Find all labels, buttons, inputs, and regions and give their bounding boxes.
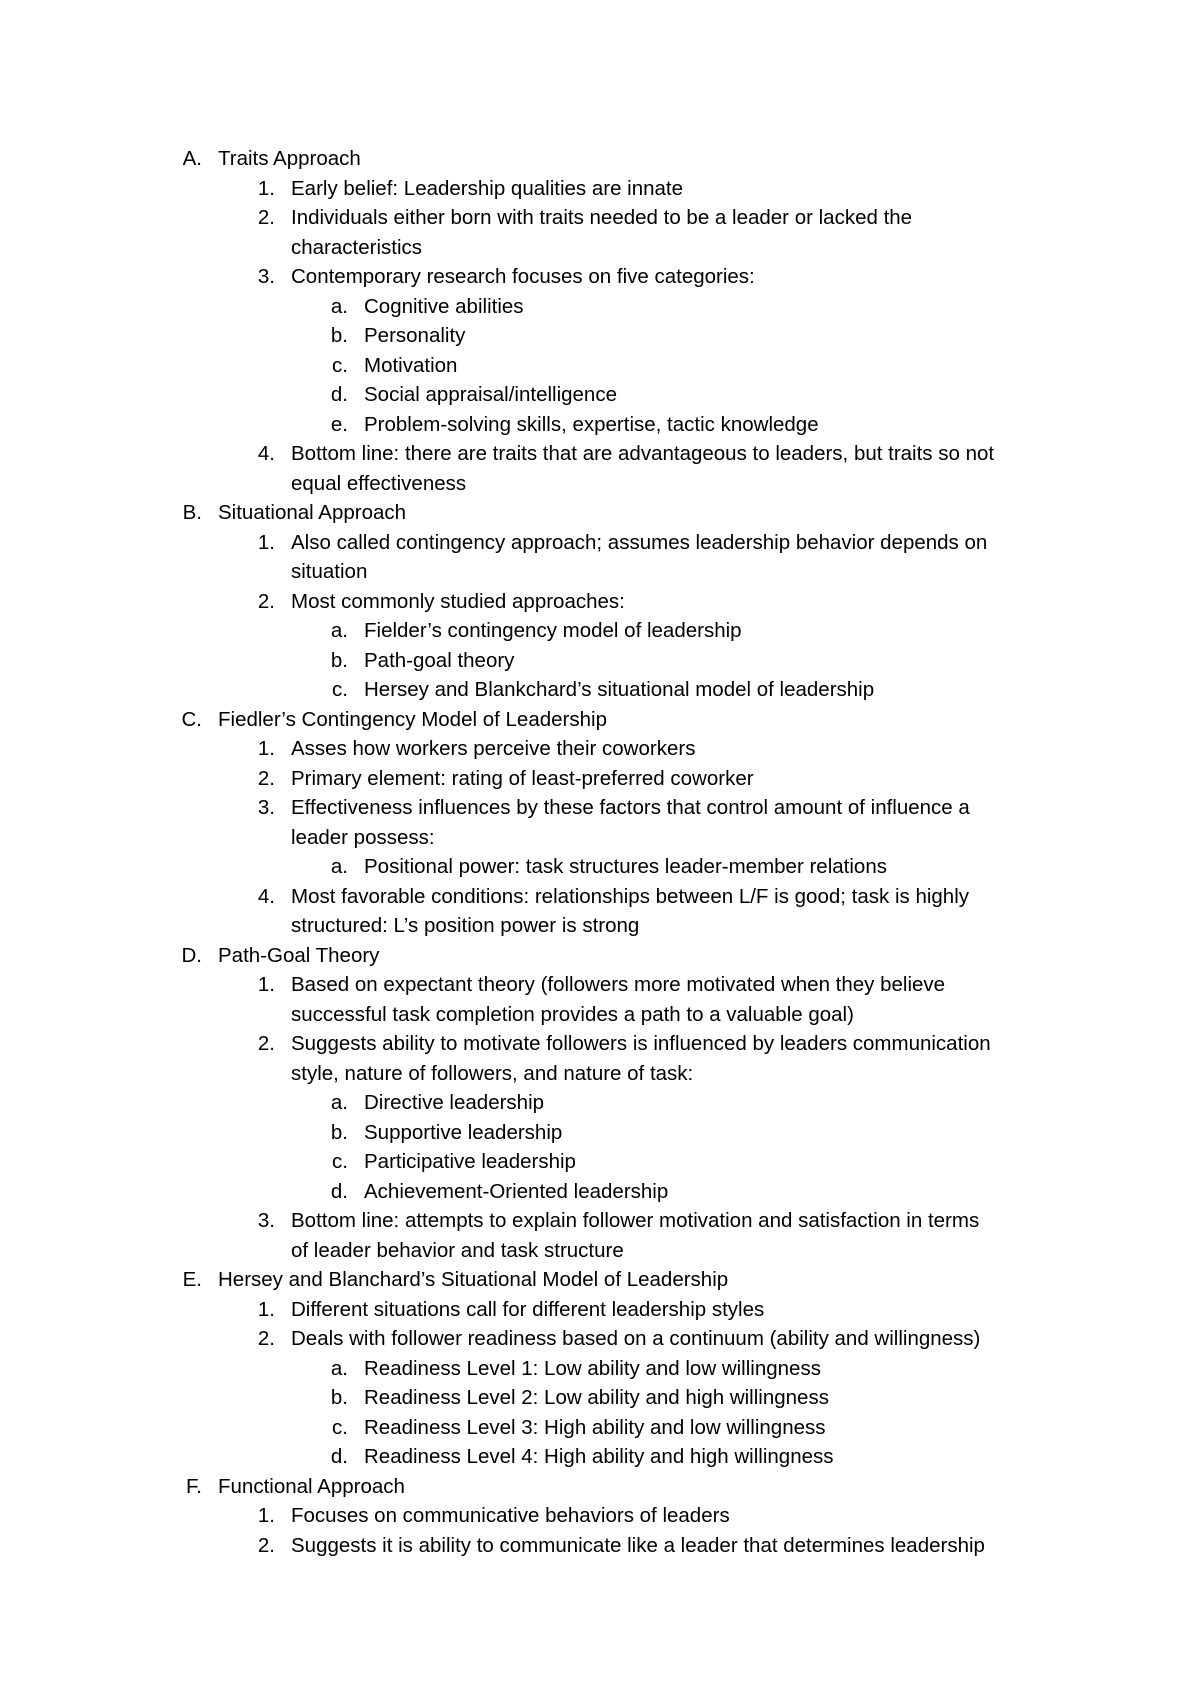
list-item — [0, 528, 1200, 558]
list-marker: b. — [330, 1120, 348, 1144]
list-text: Hersey and Blanchard’s Situational Model of Leadership — [218, 1268, 729, 1291]
list-text: Readiness Level 3: High ability and low willingness — [364, 1415, 826, 1439]
list-marker: d. — [330, 1179, 348, 1203]
section-heading — [0, 144, 1200, 174]
list-marker: a. — [330, 1091, 348, 1114]
list-text: Suggests ability to motivate followers is influenced by leaders communication — [291, 1032, 991, 1055]
list-marker: D. — [181, 943, 202, 967]
list-item — [0, 1236, 1200, 1266]
list-text: Deals with follower readiness based on a continuum (ability and willingness) — [291, 1327, 981, 1350]
list-text: Focuses on communicative behaviors of leaders — [291, 1504, 730, 1527]
list-text: Suggests it is ability to communicate like a leader that determines leadership — [291, 1533, 985, 1557]
sub-list-item — [0, 1354, 1200, 1384]
list-text: Functional Approach — [218, 1474, 405, 1498]
sub-list-item — [0, 616, 1200, 646]
list-marker: 1. — [257, 530, 275, 554]
document-outline — [0, 144, 1200, 1560]
list-marker: 3. — [257, 796, 275, 819]
list-item — [0, 793, 1200, 823]
list-text: Hersey and Blankchard’s situational model of leadership — [364, 678, 875, 701]
list-marker: a. — [330, 855, 348, 878]
list-text: Asses how workers perceive their coworkers — [291, 737, 696, 760]
list-text: of leader behavior and task structure — [291, 1238, 624, 1262]
list-text: Bottom line: there are traits that are advantageous to leaders, but traits so not — [291, 442, 995, 465]
list-item — [0, 1000, 1200, 1030]
list-item — [0, 823, 1200, 853]
sub-list-item — [0, 1088, 1200, 1118]
list-item — [0, 1501, 1200, 1531]
list-marker: 2. — [257, 1032, 275, 1055]
list-marker: 2. — [257, 1327, 275, 1350]
sub-list-item — [0, 1118, 1200, 1148]
sub-list-item — [0, 351, 1200, 381]
list-text: Path-goal theory — [364, 648, 515, 672]
list-text: Different situations call for different leadership styles — [291, 1297, 765, 1321]
list-marker: E. — [182, 1268, 202, 1291]
list-text: equal effectiveness — [291, 471, 467, 495]
list-marker: a. — [330, 1356, 348, 1380]
list-item — [0, 469, 1200, 499]
list-text: Personality — [364, 324, 466, 347]
list-item — [0, 262, 1200, 292]
list-text: Most favorable conditions: relationships between L/F is good; task is highly — [291, 884, 970, 908]
sub-list-item — [0, 292, 1200, 322]
list-item — [0, 1531, 1200, 1561]
list-marker: d. — [330, 383, 348, 406]
list-item — [0, 734, 1200, 764]
list-text: structured: L’s position power is strong — [291, 914, 640, 937]
list-item — [0, 1324, 1200, 1354]
list-text: Also called contingency approach; assumes leadership behavior depends on — [291, 530, 988, 554]
list-marker: e. — [330, 412, 348, 436]
list-marker: 1. — [257, 1297, 275, 1321]
list-marker: c. — [332, 1150, 348, 1173]
sub-list-item — [0, 852, 1200, 882]
sub-list-item — [0, 380, 1200, 410]
list-text: Achievement-Oriented leadership — [364, 1179, 669, 1203]
list-text: Readiness Level 2: Low ability and high willingness — [364, 1386, 829, 1409]
list-item — [0, 1295, 1200, 1325]
list-text: Bottom line: attempts to explain follower motivation and satisfaction in terms — [291, 1209, 980, 1232]
list-marker: A. — [182, 147, 202, 170]
list-marker: 2. — [257, 206, 275, 229]
list-text: Traits Approach — [218, 147, 361, 170]
sub-list-item — [0, 646, 1200, 676]
list-marker: 1. — [257, 176, 275, 200]
list-marker: b. — [330, 648, 348, 672]
list-item — [0, 882, 1200, 912]
list-text: Social appraisal/intelligence — [364, 383, 617, 406]
list-text: style, nature of followers, and nature of task: — [291, 1061, 694, 1085]
list-text: Effectiveness influences by these factors that control amount of influence a — [291, 796, 970, 819]
sub-list-item — [0, 1177, 1200, 1207]
list-marker: a. — [330, 294, 348, 318]
list-text: Individuals either born with traits needed to be a leader or lacked the — [291, 206, 913, 229]
list-marker: 4. — [257, 884, 275, 908]
list-item — [0, 970, 1200, 1000]
list-item — [0, 1029, 1200, 1059]
sub-list-item — [0, 1147, 1200, 1177]
list-item — [0, 911, 1200, 941]
sub-list-item — [0, 675, 1200, 705]
list-marker: 2. — [257, 1533, 275, 1557]
list-marker: F. — [186, 1474, 202, 1498]
list-text: Readiness Level 4: High ability and high willingness — [364, 1445, 834, 1468]
list-marker: c. — [332, 353, 348, 377]
sub-list-item — [0, 1442, 1200, 1472]
list-text: Problem-solving skills, expertise, tactic knowledge — [364, 412, 819, 436]
sub-list-item — [0, 1383, 1200, 1413]
list-marker: c. — [332, 678, 348, 701]
list-text: Fielder’s contingency model of leadership — [364, 619, 742, 642]
list-item — [0, 233, 1200, 263]
list-marker: 1. — [257, 737, 275, 760]
list-marker: d. — [330, 1445, 348, 1468]
list-marker: 4. — [257, 442, 275, 465]
list-text: Supportive leadership — [364, 1120, 563, 1144]
list-item — [0, 587, 1200, 617]
list-marker: b. — [330, 1386, 348, 1409]
list-marker: c. — [332, 1415, 348, 1439]
list-text: Early belief: Leadership qualities are innate — [291, 176, 684, 200]
list-text: successful task completion provides a path to a valuable goal) — [291, 1002, 854, 1026]
section-heading — [0, 941, 1200, 971]
list-item — [0, 764, 1200, 794]
list-item — [0, 1059, 1200, 1089]
list-marker: 3. — [257, 1209, 275, 1232]
list-marker: b. — [330, 324, 348, 347]
list-text: Fiedler’s Contingency Model of Leadership — [218, 707, 607, 731]
list-marker: 1. — [257, 1504, 275, 1527]
list-text: Based on expectant theory (followers more motivated when they believe — [291, 973, 946, 996]
list-marker: 2. — [257, 766, 275, 790]
sub-list-item — [0, 1413, 1200, 1443]
list-text: Path-Goal Theory — [218, 943, 380, 967]
list-text: Directive leadership — [364, 1091, 545, 1114]
list-item — [0, 1206, 1200, 1236]
list-marker: 3. — [257, 265, 275, 288]
list-text: Readiness Level 1: Low ability and low willingness — [364, 1356, 821, 1380]
list-text: characteristics — [291, 235, 423, 259]
list-item — [0, 174, 1200, 204]
list-text: leader possess: — [291, 825, 435, 849]
list-marker: B. — [182, 501, 202, 524]
section-heading — [0, 1265, 1200, 1295]
list-text: Primary element: rating of least-preferred coworker — [291, 766, 754, 790]
list-text: Participative leadership — [364, 1150, 576, 1173]
list-item — [0, 439, 1200, 469]
section-heading — [0, 705, 1200, 735]
section-heading — [0, 498, 1200, 528]
sub-list-item — [0, 321, 1200, 351]
list-item — [0, 557, 1200, 587]
list-marker: 1. — [257, 973, 275, 996]
list-text: Situational Approach — [218, 501, 407, 524]
list-text: Motivation — [364, 353, 458, 377]
list-text: Cognitive abilities — [364, 294, 524, 318]
sub-list-item — [0, 410, 1200, 440]
list-item — [0, 203, 1200, 233]
section-heading — [0, 1472, 1200, 1502]
list-text: situation — [291, 560, 368, 583]
list-marker: 2. — [257, 589, 275, 613]
list-marker: C. — [181, 707, 202, 731]
list-text: Most commonly studied approaches: — [291, 589, 625, 613]
list-marker: a. — [330, 619, 348, 642]
list-text: Contemporary research focuses on five categories: — [291, 265, 755, 288]
list-text: Positional power: task structures leader-member relations — [364, 855, 887, 878]
